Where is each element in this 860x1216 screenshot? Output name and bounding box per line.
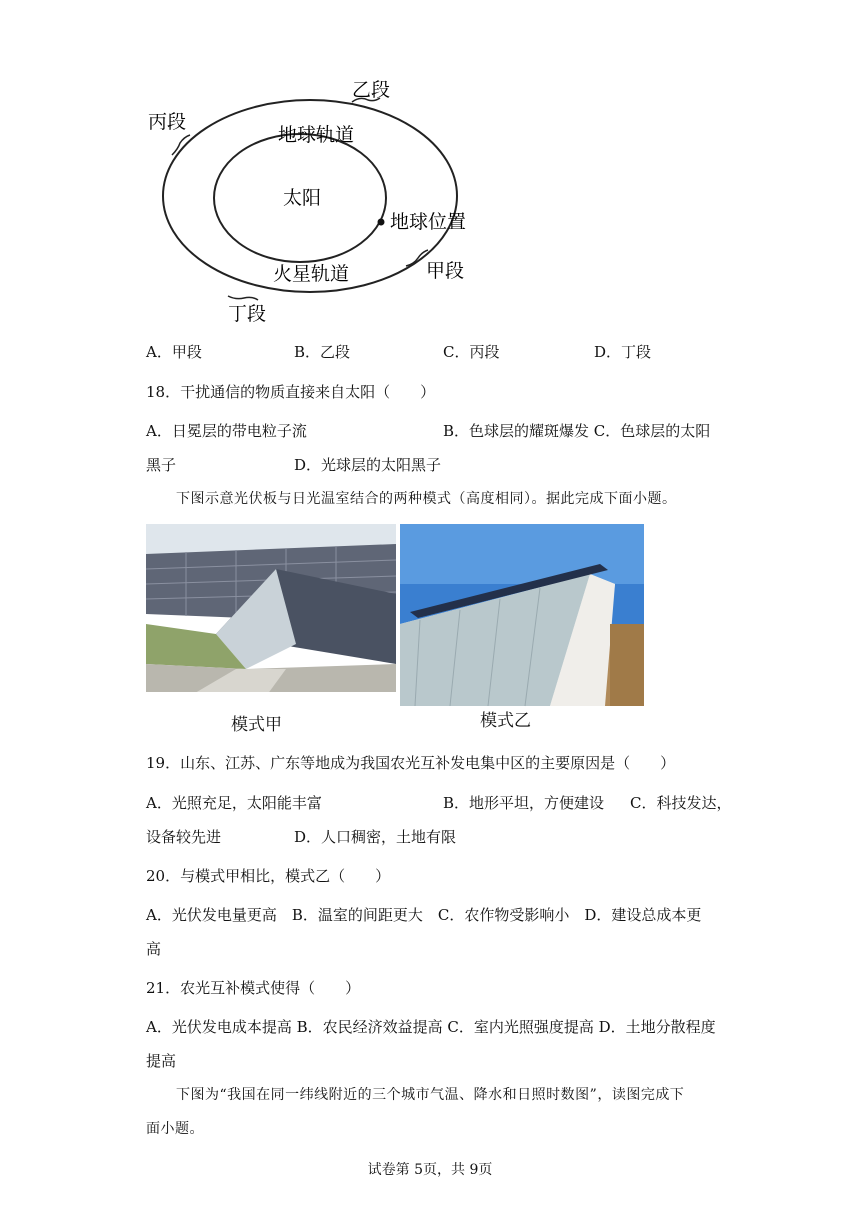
q21-stem: 21．农光互补模式使得（ ）: [146, 979, 361, 997]
q18-option-bc: B．色球层的耀斑爆发 C．色球层的太阳: [443, 422, 711, 440]
brace-bing: [172, 135, 190, 155]
q19-stem: 19．山东、江苏、广东等地成为我国农光互补发电集中区的主要原因是（ ）: [146, 754, 676, 772]
photo-mode-jia: [146, 524, 396, 735]
q18-option-a: A．日冕层的带电粒子流: [146, 422, 307, 440]
greenhouse-jia-illustration: [146, 524, 396, 710]
earth-orbit-label: 地球轨道: [277, 124, 355, 146]
segment-yi-label: 乙段: [352, 79, 391, 101]
q19-option-d: D．人口稠密，土地有限: [294, 828, 457, 846]
brace-jia: [406, 250, 428, 266]
brace-ding: [228, 296, 258, 300]
q19-option-c-cont: 设备较先进: [146, 828, 222, 846]
q19-option-c: C．科技发达，: [630, 794, 732, 812]
orbit-diagram-svg: [130, 70, 490, 330]
caption-mode-yi: 模式乙: [480, 711, 531, 731]
greenhouse-yi-illustration: [400, 524, 644, 706]
q21-options-line1: A．光伏发电成本提高 B．农民经济效益提高 C．室内光照强度提高 D．土地分散程度: [146, 1018, 716, 1036]
q20-stem: 20．与模式甲相比，模式乙（ ）: [146, 867, 391, 885]
sun-label: 太阳: [282, 187, 322, 209]
orbit-diagram: [130, 70, 490, 330]
q17-option-a: A．甲段: [146, 343, 202, 361]
q19-option-b: B．地形平坦，方便建设: [443, 794, 605, 812]
q18-option-c-cont: 黑子: [146, 456, 177, 474]
intro-text-1: 下图示意光伏板与日光温室结合的两种模式（高度相同）。据此完成下面小题。: [176, 491, 677, 507]
q17-option-b: B．乙段: [294, 343, 351, 361]
q20-options-line2: 高: [146, 940, 162, 958]
q17-option-c: C．丙段: [443, 343, 500, 361]
q18-option-d: D．光球层的太阳黑子: [294, 456, 442, 474]
q20-options-line1: A．光伏发电量更高 B．温室的间距更大 C．农作物受影响小 D．建设总成本更: [146, 906, 702, 924]
photo-mode-yi: [400, 524, 644, 731]
segment-jia-label: 甲段: [426, 260, 465, 282]
q19-option-a: A．光照充足，太阳能丰富: [146, 794, 322, 812]
segment-bing-label: 丙段: [148, 111, 187, 133]
intro-text-2-line1: 下图为“我国在同一纬线附近的三个城市气温、降水和日照时数图”，读图完成下: [176, 1087, 685, 1103]
q17-option-d: D．丁段: [594, 343, 652, 361]
q21-options-line2: 提高: [146, 1052, 177, 1070]
mars-orbit-label: 火星轨道: [272, 263, 350, 285]
page-footer: 试卷第 5页，共 9页: [367, 1162, 493, 1178]
caption-mode-jia: 模式甲: [231, 715, 282, 735]
earth-position-label: 地球位置: [390, 211, 467, 233]
intro-text-2-line2: 面小题。: [146, 1121, 204, 1137]
earth-dot: [378, 219, 385, 226]
segment-ding-label: 丁段: [228, 303, 267, 325]
q18-stem: 18．干扰通信的物质直接来自太阳（ ）: [146, 383, 436, 401]
